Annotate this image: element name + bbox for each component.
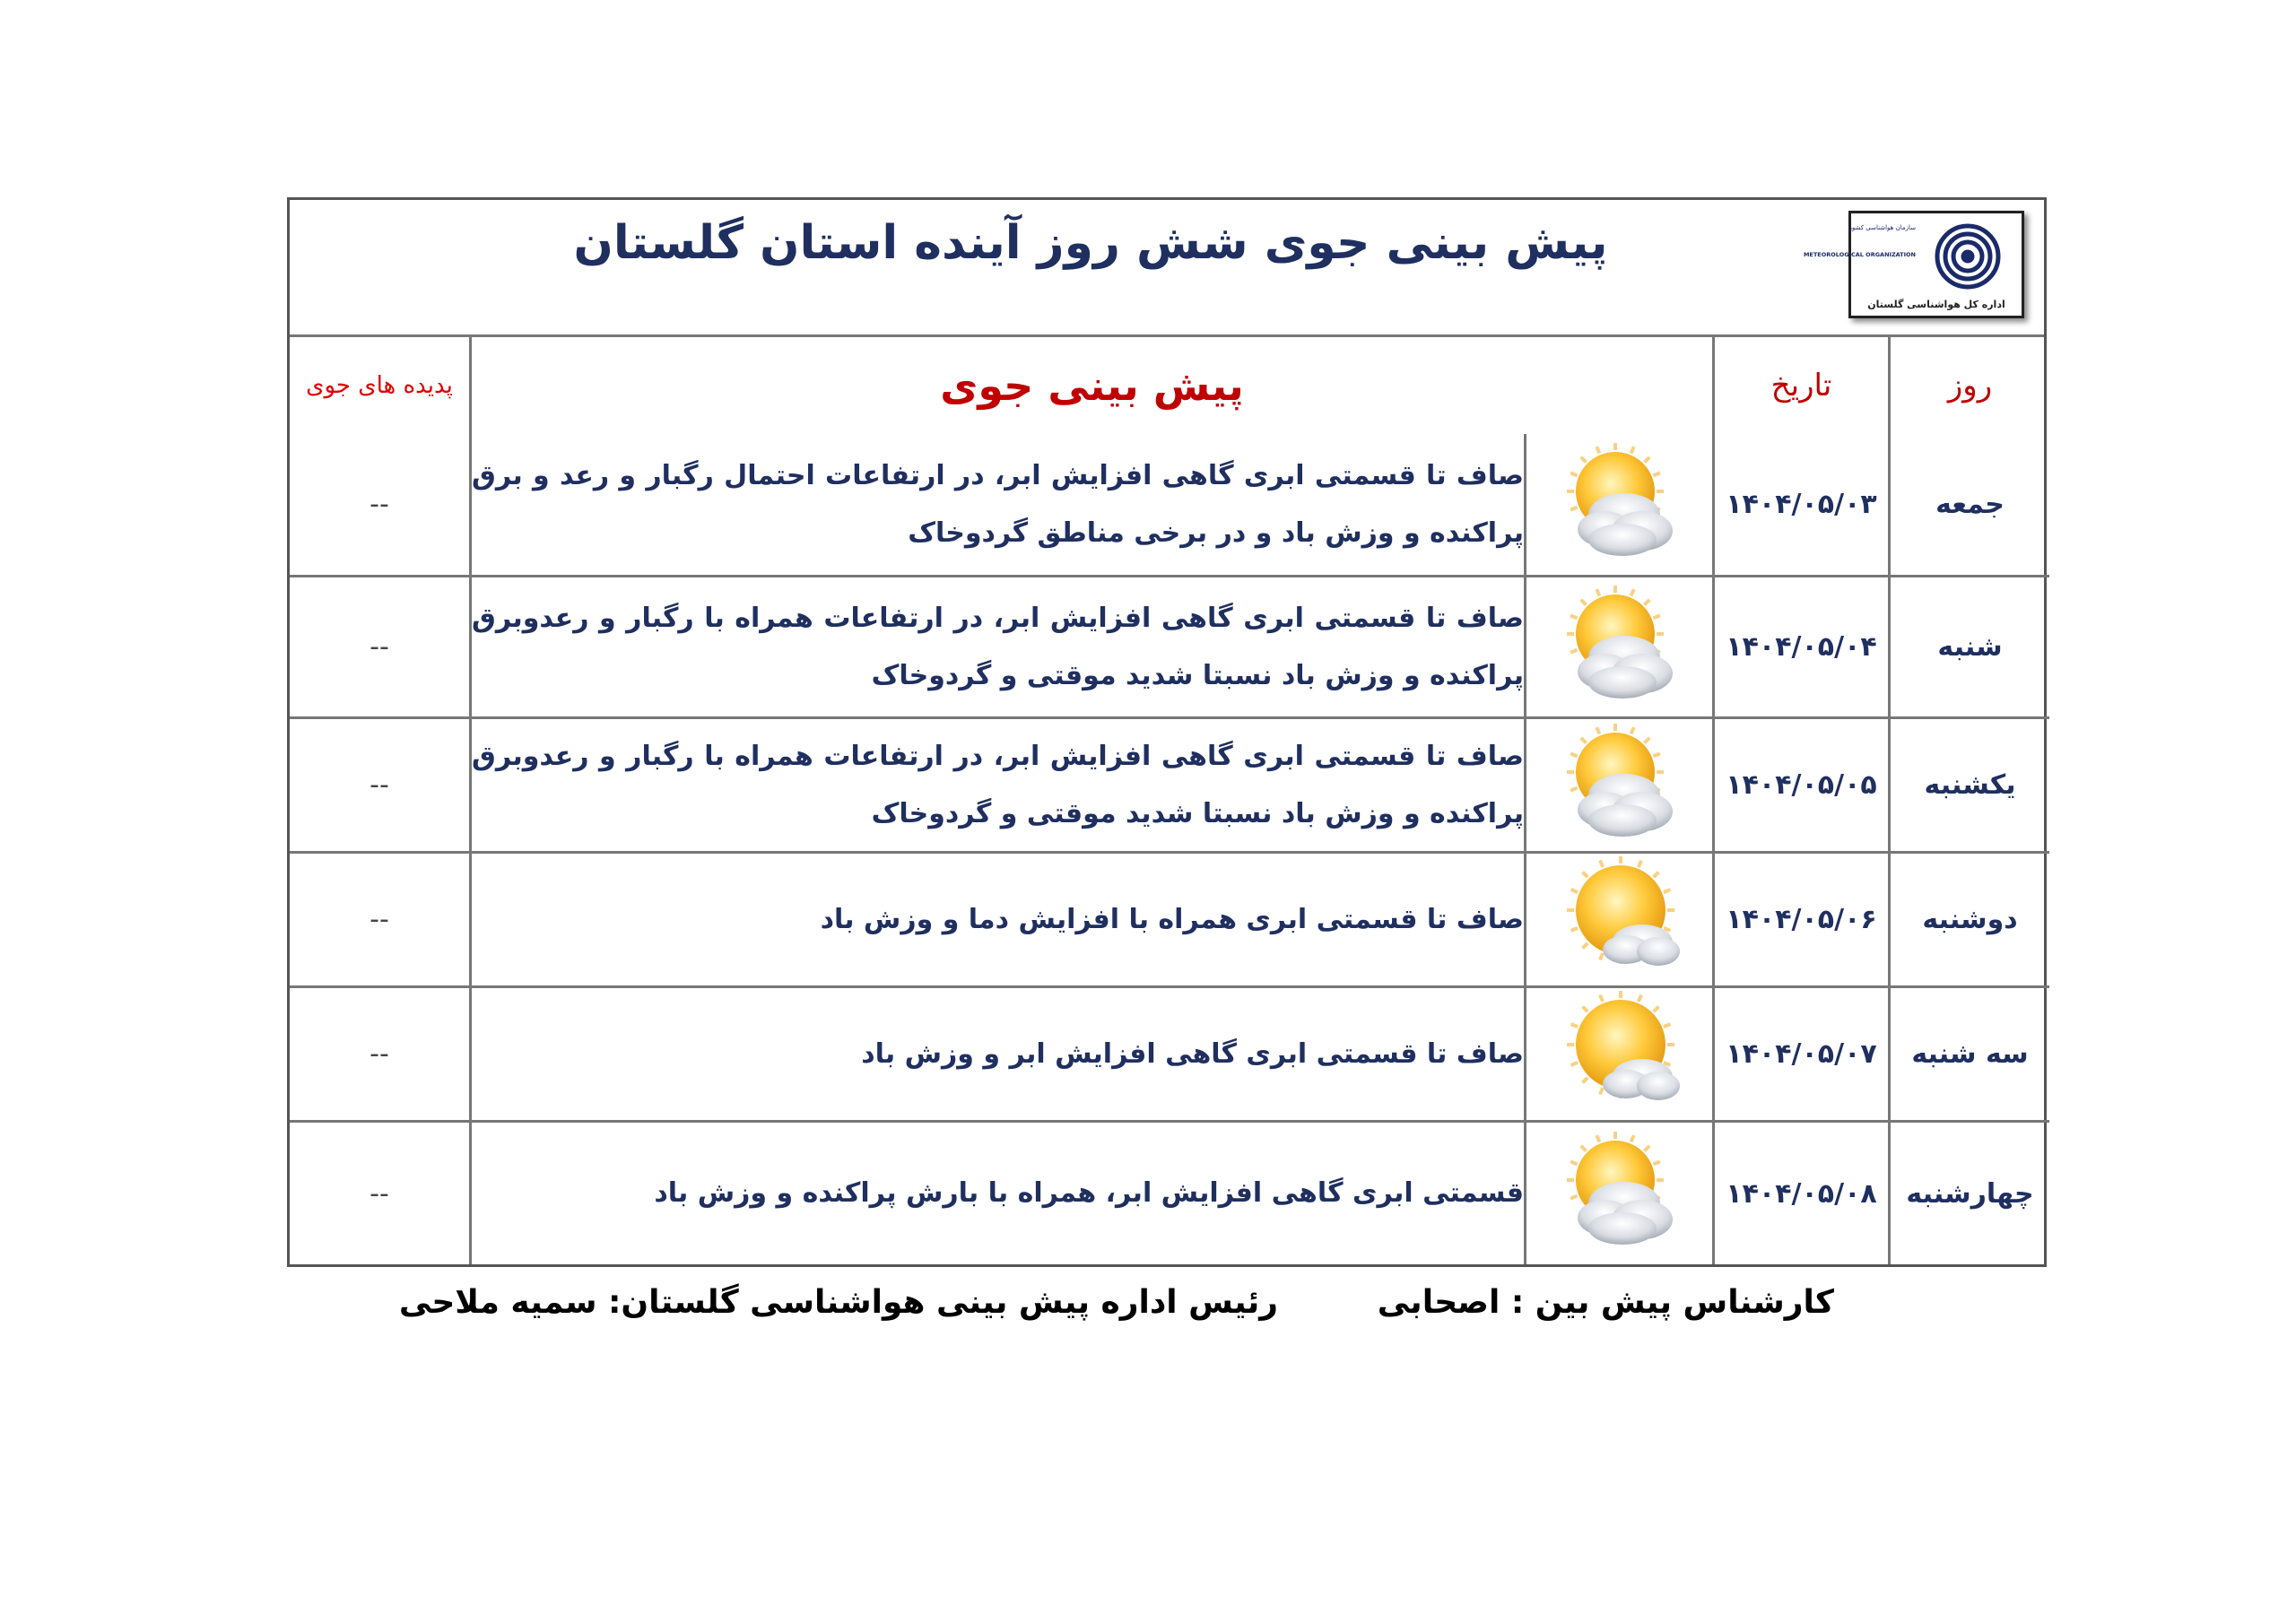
phenomena-cell: -- — [290, 719, 469, 854]
logo-emblem-icon — [1803, 221, 2009, 292]
forecast-description: صاف تا قسمتی ابری گاهی افزایش ابر، در ارتفاعات همراه با رگبار و رعدوبرق پراکنده و وزش باد نسبتا شدید موقتی و گردوخاک — [469, 577, 1524, 719]
day-cell: جمعه — [1888, 434, 2049, 577]
forecast-sheet — [287, 197, 2047, 1267]
date-cell: ۱۴۰۴/۰۵/۰۳ — [1712, 434, 1888, 577]
weather-icon-cell — [1524, 854, 1712, 988]
meteorological-organization-logo — [1803, 211, 2024, 318]
forecast-description: قسمتی ابری گاهی افزایش ابر، همراه با بارش پراکنده و وزش باد — [469, 1123, 1524, 1264]
phenomena-cell: -- — [290, 434, 469, 577]
forecast-description: صاف تا قسمتی ابری همراه با افزایش دما و وزش باد — [469, 854, 1524, 988]
partly-cloudy-sun-icon — [1552, 1133, 1687, 1250]
header-date: تاریخ — [1712, 337, 1888, 434]
day-cell: یکشنبه — [1888, 719, 2049, 854]
weather-icon-cell — [1524, 434, 1712, 577]
mostly-sunny-icon — [1552, 994, 1687, 1111]
weather-icon-cell — [1524, 719, 1712, 854]
page-title: پیش بینی جوی شش روز آینده استان گلستان — [573, 216, 1608, 270]
partly-cloudy-sun-icon — [1552, 445, 1687, 561]
date-cell: ۱۴۰۴/۰۵/۰۸ — [1712, 1123, 1888, 1264]
table-row — [290, 1123, 2049, 1264]
logo-caption: اداره کل هواشناسی گلستان — [1867, 299, 2005, 310]
footer-expert: کارشناس پیش بین : اصحابی — [1377, 1284, 1834, 1321]
day-cell: دوشنبه — [1888, 854, 2049, 988]
forecast-description: صاف تا قسمتی ابری گاهی افزایش ابر و وزش باد — [469, 988, 1524, 1123]
table-header-row — [290, 337, 2049, 434]
weather-icon-cell — [1524, 577, 1712, 719]
forecast-table — [290, 337, 2049, 1264]
day-cell: سه شنبه — [1888, 988, 2049, 1123]
day-cell: چهارشنبه — [1888, 1123, 2049, 1264]
phenomena-cell: -- — [370, 1177, 389, 1210]
footer-head: رئیس اداره پیش بینی هواشناسی گلستان: سمیه ملاحی — [398, 1284, 1278, 1321]
table-row — [290, 434, 2049, 577]
title-row — [290, 200, 2044, 337]
mostly-sunny-icon — [1552, 860, 1687, 976]
phenomena-cell: -- — [290, 988, 469, 1123]
phenomena-cell: -- — [290, 854, 469, 988]
partly-cloudy-sun-icon — [1552, 725, 1687, 842]
header-phenomena: پدیده های جوی — [306, 372, 453, 399]
table-row — [290, 577, 2049, 719]
date-cell: ۱۴۰۴/۰۵/۰۵ — [1712, 719, 1888, 854]
partly-cloudy-sun-icon — [1552, 587, 1687, 704]
table-row — [290, 988, 2049, 1123]
table-row — [290, 719, 2049, 854]
date-cell: ۱۴۰۴/۰۵/۰۴ — [1712, 577, 1888, 719]
header-forecast: پیش بینی جوی — [469, 337, 1712, 434]
forecast-description: صاف تا قسمتی ابری گاهی افزایش ابر، در ارتفاعات احتمال رگبار و رعد و برق پراکنده و وزش باد و در برخی مناطق گردوخاک — [469, 434, 1524, 577]
weather-icon-cell — [1524, 988, 1712, 1123]
date-cell: ۱۴۰۴/۰۵/۰۷ — [1712, 988, 1888, 1123]
date-cell: ۱۴۰۴/۰۵/۰۶ — [1712, 854, 1888, 988]
forecast-description: صاف تا قسمتی ابری گاهی افزایش ابر، در ارتفاعات همراه با رگبار و رعدوبرق پراکنده و وزش باد نسبتا شدید موقتی و گردوخاک — [469, 719, 1524, 854]
header-day: روز — [1888, 337, 2049, 434]
day-cell: شنبه — [1888, 577, 2049, 719]
weather-icon-cell — [1524, 1123, 1712, 1264]
svg-text:METEOROLOGICAL ORGANIZATION: METEOROLOGICAL ORGANIZATION — [1803, 251, 1916, 258]
phenomena-cell: -- — [290, 577, 469, 719]
svg-text:سازمان هواشناسی کشور: سازمان هواشناسی کشور — [1848, 224, 1916, 231]
table-row — [290, 854, 2049, 988]
